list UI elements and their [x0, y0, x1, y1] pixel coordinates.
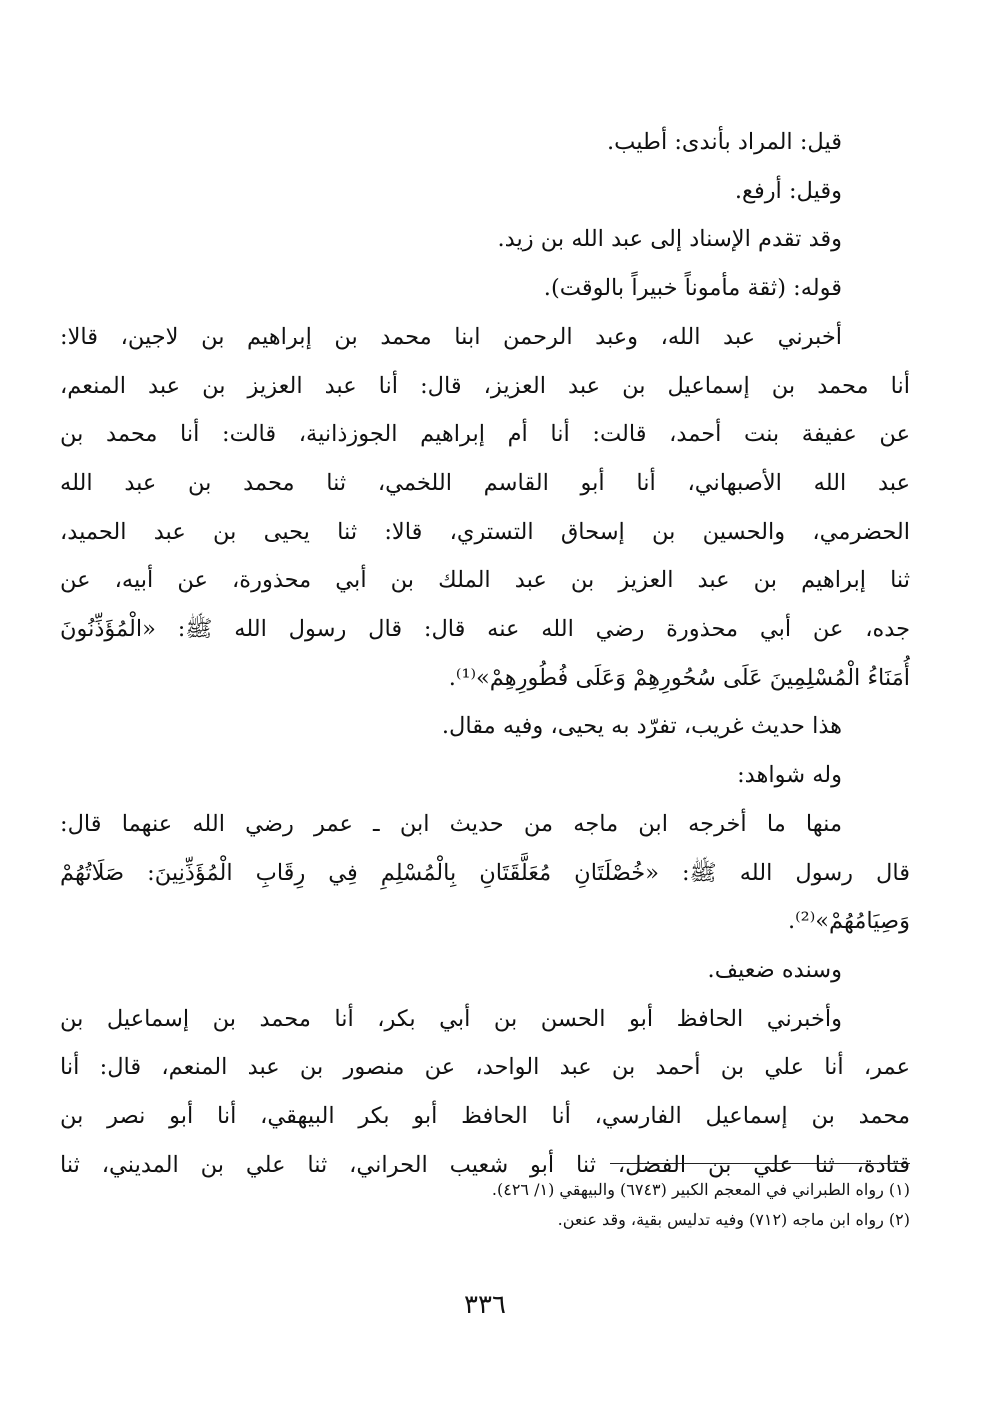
- text-line-6: أنا محمد بن إسماعيل بن عبد العزيز، قال: أنا عبد العزيز بن عبد المنعم،: [60, 372, 910, 399]
- text-line-20: عمر، أنا علي بن أحمد بن عبد الواحد، عن منصور بن عبد المنعم، قال: أنا: [60, 1054, 910, 1081]
- page-number: ٣٣٦: [464, 1290, 506, 1320]
- text-line-5: أخبرني عبد الله، وعبد الرحمن ابنا محمد بن إبراهيم بن لاجين، قالا:: [60, 323, 842, 350]
- text-line-14: وله شواهد:: [737, 762, 842, 789]
- text-line-19: وأخبرني الحافظ أبو الحسن بن أبي بكر، أنا محمد بن إسماعيل بن: [60, 1005, 842, 1032]
- text-line-12: أُمَنَاءُ الْمُسْلِمِينَ عَلَى سُحُورِهِمْ وَعَلَى فُطُورِهِمْ»⁽¹⁾.: [448, 664, 910, 691]
- text-line-7: عن عفيفة بنت أحمد، قالت: أنا أم إبراهيم الجوزذانية، قالت: أنا محمد بن: [60, 421, 910, 448]
- footnote-separator: [610, 1163, 910, 1164]
- text-line-3: وقد تقدم الإسناد إلى عبد الله بن زيد.: [497, 226, 842, 253]
- text-line-21: محمد بن إسماعيل الفارسي، أنا الحافظ أبو بكر البيهقي، أنا أبو نصر بن: [60, 1103, 910, 1130]
- text-line-13: هذا حديث غريب، تفرّد به يحيى، وفيه مقال.: [441, 713, 842, 740]
- text-line-15: منها ما أخرجه ابن ماجه من حديث ابن ـ عمر رضي الله عنهما قال:: [60, 810, 842, 837]
- text-line-18: وسنده ضعيف.: [707, 956, 842, 983]
- footnote-2: (٢) رواه ابن ماجه (٧١٢) وفيه تدليس بقية، وقد عنعن.: [557, 1210, 910, 1229]
- text-line-22: قتادة، ثنا علي بن الفضل، ثنا أبو شعيب الحراني، ثنا علي بن المديني، ثنا: [60, 1151, 910, 1178]
- text-line-10: ثنا إبراهيم بن عبد العزيز بن عبد الملك بن أبي محذورة، عن أبيه، عن: [60, 567, 910, 594]
- text-line-2: وقيل: أرفع.: [734, 177, 842, 204]
- text-line-1: قيل: المراد بأندى: أطيب.: [607, 129, 842, 155]
- main-text-block: [60, 118, 910, 1189]
- text-line-9: الحضرمي، والحسين بن إسحاق التستري، قالا: ثنا يحيى بن عبد الحميد،: [60, 518, 910, 545]
- footnotes-block: [60, 1175, 910, 1235]
- text-line-4: قوله: (ثقة مأموناً خبيراً بالوقت).: [543, 275, 842, 302]
- book-page: [60, 100, 910, 1360]
- text-line-17: وَصِيَامُهُمْ»⁽²⁾.: [787, 908, 910, 935]
- text-line-8: عبد الله الأصبهاني، أنا أبو القاسم اللخمي، ثنا محمد بن عبد الله: [60, 469, 910, 496]
- text-line-11: جده، عن أبي محذورة رضي الله عنه قال: قال رسول الله ﷺ: «الْمُؤَذِّنُونَ: [60, 616, 910, 643]
- footnote-1: (١) رواه الطبراني في المعجم الكبير (٦٧٤٣) والبيهقي (١/ ٤٢٦).: [491, 1180, 910, 1199]
- text-line-16: قال رسول الله ﷺ: «خُصْلَتَانِ مُعَلَّقَتَانِ بِالْمُسْلِمِ فِي رِقَابِ الْمُؤَذِّنِينَ: صَلَاتُهُمْ: [60, 859, 910, 886]
